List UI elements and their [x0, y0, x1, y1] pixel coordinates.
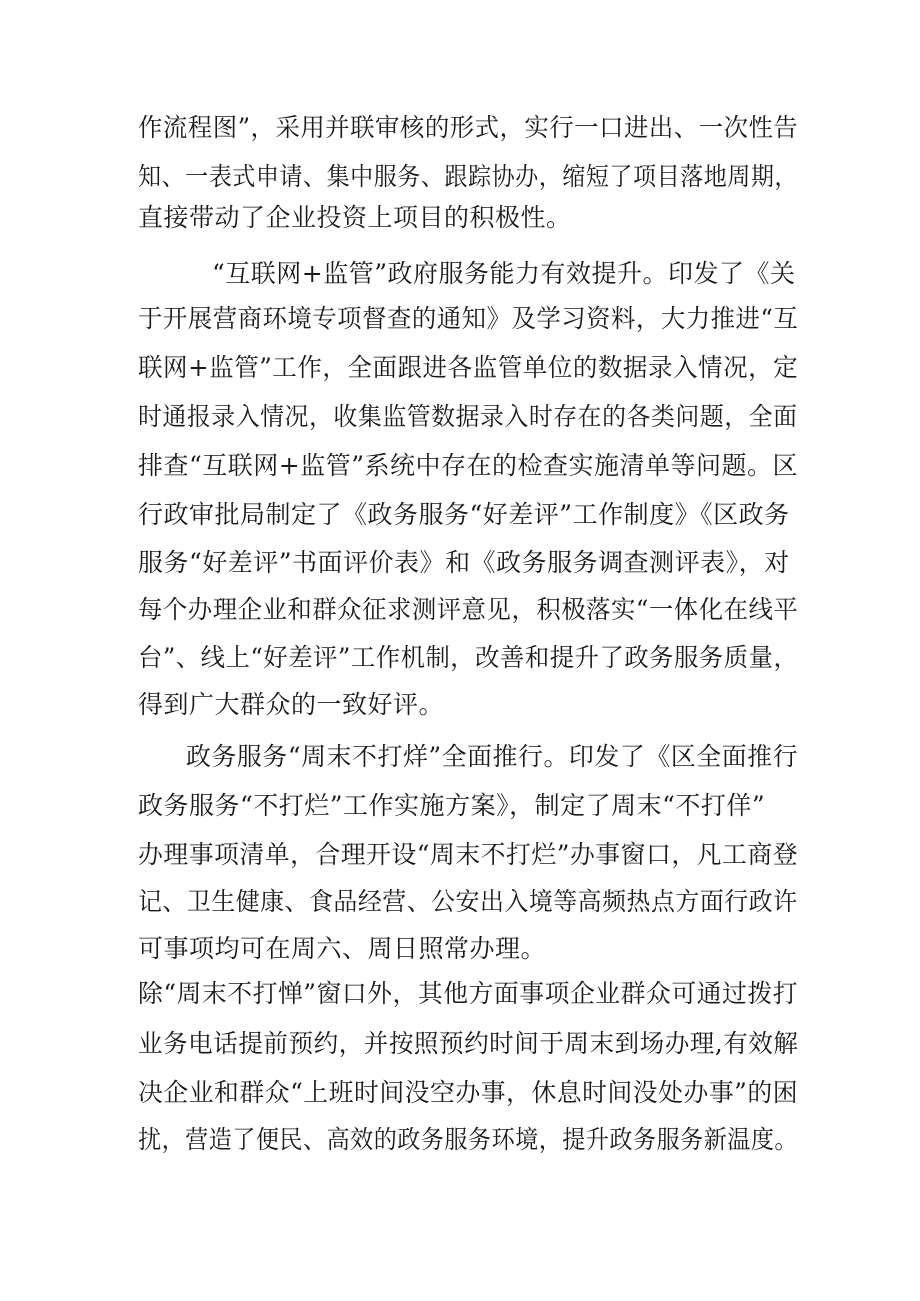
paragraph-2-line-1: “互联网+监管”政府服务能力有效提升。印发了《关 — [212, 259, 796, 288]
paragraph-2-line-3: 联网+监管”工作，全面跟进各监管单位的数据录入情况，定 — [138, 353, 799, 382]
paragraph-2-line-7: 服务“好差评”书面评价表》和《政务服务调查测评表》，对 — [138, 548, 790, 577]
paragraph-2-line-8: 每个办理企业和群众征求测评意见，积极落实“一体化在线平 — [138, 595, 799, 624]
paragraph-2-line-2: 于开展营商环境专项督查的通知》及学习资料，大力推进“互 — [138, 304, 799, 333]
paragraph-1-line-3: 直接带动了企业投资上项目的积极性。 — [138, 203, 572, 232]
paragraph-3-line-5: 可事项均可在周六、周日照常办理。 — [138, 934, 547, 963]
paragraph-1-line-2: 知、一表式申请、集中服务、跟踪协办，缩短了项目落地周期， — [138, 162, 799, 191]
paragraph-3-line-3: 办理事项清单，合理开设“周末不打烂”办事窗口，凡工商登 — [138, 840, 799, 869]
paragraph-4-line-3: 决企业和群众“上班时间没空办事，休息时间没处办事”的困 — [138, 1078, 799, 1107]
paragraph-4-line-1: 除“周末不打惮”窗口外，其他方面事项企业群众可通过拨打 — [138, 979, 799, 1008]
paragraph-4-line-4: 扰，营造了便民、高效的政务服务环境，提升政务服务新温度。 — [138, 1125, 799, 1154]
paragraph-3-line-4: 记、卫生健康、食品经营、公安出入境等高频热点方面行政许 — [138, 887, 798, 916]
paragraph-4-line-2: 业务电话提前预约，并按照预约时间于周末到场办理,有效解 — [138, 1029, 799, 1058]
paragraph-3-line-2: 政务服务“不打烂”工作实施方案》，制定了周末“不打佯” — [138, 791, 766, 820]
paragraph-3-line-1: 政务服务“周末不打烊”全面推行。印发了《区全面推行 — [186, 742, 799, 771]
paragraph-2-line-10: 得到广大群众的一致好评。 — [138, 690, 445, 719]
paragraph-1-line-1: 作流程图”，采用并联审核的形式，实行一口进出、一次性告 — [138, 113, 799, 142]
paragraph-2-line-4: 时通报录入情况，收集监管数据录入时存在的各类问题，全面 — [138, 402, 798, 431]
paragraph-2-line-5: 排查“互联网+监管”系统中存在的检查实施清单等问题。区 — [138, 451, 799, 480]
paragraph-2-line-6: 行政审批局制定了《政务服务“好差评”工作制度》《区政务 — [138, 500, 790, 529]
paragraph-2-line-9: 台”、线上“好差评”工作机制，改善和提升了政务服务质量， — [138, 643, 799, 672]
